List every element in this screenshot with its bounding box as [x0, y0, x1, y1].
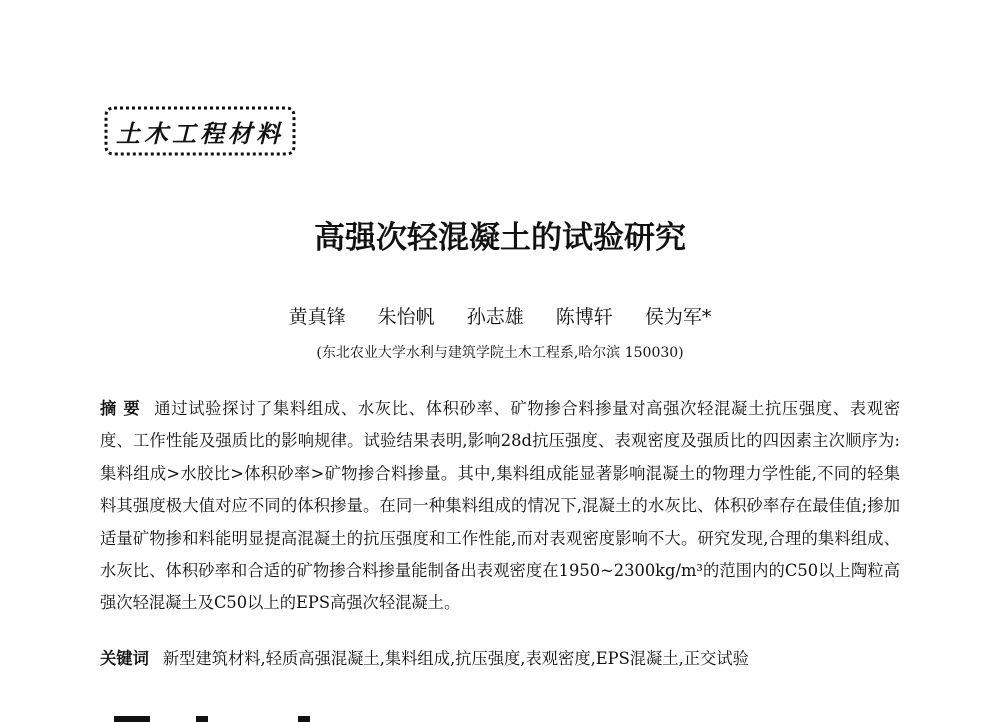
affiliation: (东北农业大学水利与建筑学院土木工程系,哈尔滨 150030)	[316, 345, 684, 361]
abstract-text: 通过试验探讨了集料组成、水灰比、体积砂率、矿物掺合料掺量对高强次轻混凝土抗压强度、表观密度、工作性能及强质比的影响规律。试验结果表明,影响28d抗压强度、表观密度及强质比的四因素主次顺序为:集料组成>水胶比>体积砂率>矿物掺合料掺量。其中,集料组成能显著影响混凝土的物理力学性能,不同的轻集料其强度极大值对应不同的体积掺量。在同一种集料组成的情况下,混凝土的水灰比、体积砂率存在最佳值;掺加适量矿物掺和料能明显提高混凝土的抗压强度和工作性能,而对表观密度影响不大。研究发现,合理的集料组成、水灰比、体积砂率和合适的矿物掺合料掺量能制备出表观密度在1950~2300kg/m³的范围内的C50以上陶粒高强次轻混凝土及C50以上的EPS高强次轻混凝土。	[100, 399, 900, 613]
author-name: 侯为军*	[644, 306, 712, 328]
cropped-next-line	[100, 712, 340, 722]
keywords	[100, 645, 900, 673]
author-name: 朱怡帆	[377, 306, 435, 328]
author-name: 陈博轩	[555, 306, 613, 328]
paper-title: 高强次轻混凝土的试验研究	[314, 220, 686, 256]
keywords-label: 关键词	[100, 649, 149, 668]
author-name: 孙志雄	[466, 306, 524, 328]
abstract-label: 摘 要	[100, 399, 141, 418]
keywords-text: 新型建筑材料,轻质高强混凝土,集料组成,抗压强度,表观密度,EPS混凝土,正交试验	[162, 649, 749, 668]
author-list	[0, 302, 1000, 329]
author-name: 黄真锋	[288, 306, 346, 328]
section-tag	[100, 98, 300, 164]
section-tag-text: 土木工程材料	[116, 119, 284, 148]
abstract	[100, 393, 900, 620]
